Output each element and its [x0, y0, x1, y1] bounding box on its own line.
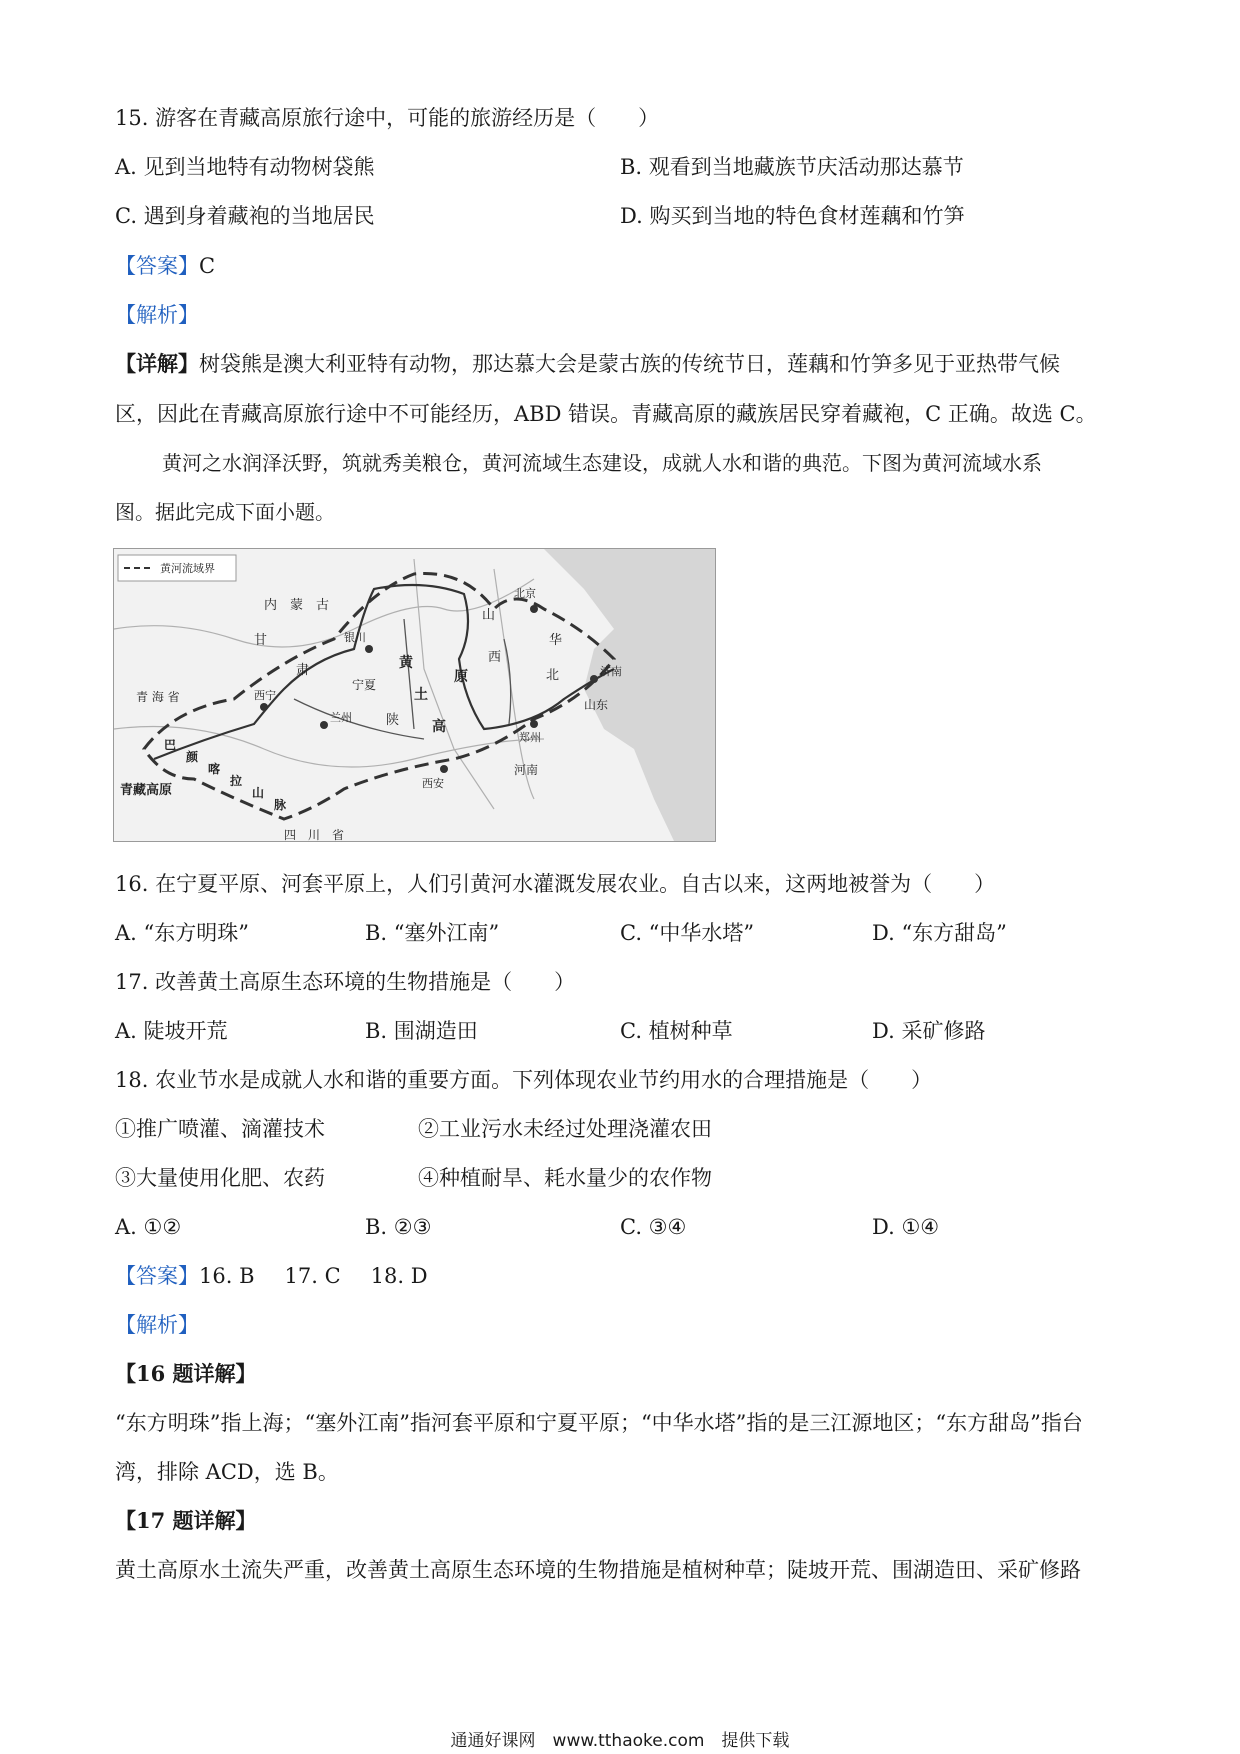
label-shan2: 山 [252, 786, 265, 800]
label-la: 拉 [230, 774, 243, 788]
q15-option-a: A. 见到当地特有动物树袋熊 [115, 155, 375, 179]
answer-16: 16. B [199, 1264, 255, 1288]
label-bei: 北 [546, 668, 560, 683]
label-sichuan: 四 川 省 [284, 828, 345, 841]
q17-option-d: D. 采矿修路 [872, 1019, 986, 1043]
label-qinghai: 青 海 省 [136, 690, 180, 704]
q16-option-b: B. “塞外江南” [365, 921, 500, 945]
legend-label: 黄河流域界 [160, 562, 215, 575]
q16-option-d: D. “东方甜岛” [872, 921, 1007, 945]
city-dot-beijing [530, 605, 538, 613]
city-dot-xian [440, 765, 448, 773]
q18-item-4: ④种植耐旱、耗水量少的农作物 [418, 1166, 712, 1190]
q18-option-c: C. ③④ [620, 1215, 687, 1239]
city-dot-lanzhou [320, 721, 328, 729]
tributary [294, 699, 424, 739]
label-ba: 巴 [164, 738, 177, 752]
city-dot-zhengzhou [530, 720, 538, 728]
label-xian: 西安 [422, 777, 444, 790]
q16-stem: 16. 在宁夏平原、河套平原上，人们引黄河水灌溉发展农业。自古以来，这两地被誉为（ ） [115, 872, 996, 896]
answer-17: 17. C [284, 1264, 341, 1288]
q15-option-d: D. 购买到当地的特色食材莲藕和竹笋 [620, 204, 965, 228]
q15-detail-line2: 区，因此在青藏高原旅行途中不可能经历，ABD 错误。青藏高原的藏族居民穿着藏袍，C 正确。故选 C。 [115, 402, 1097, 426]
label-shan: 山 [482, 608, 496, 623]
q17-stem: 17. 改善黄土高原生态环境的生物措施是（ ） [115, 970, 576, 994]
label-huang: 黄 [399, 655, 413, 671]
label-yan: 颜 [186, 750, 199, 764]
intro-line2: 图。据此完成下面小题。 [115, 500, 335, 524]
q18-item-3: ③大量使用化肥、农药 [115, 1166, 325, 1190]
label-mai: 脉 [274, 798, 287, 812]
q15-option-c: C. 遇到身着藏袍的当地居民 [115, 204, 375, 228]
label-lanzhou: 兰州 [330, 711, 352, 724]
q18-option-d: D. ①④ [872, 1215, 940, 1239]
label-gao: 高 [432, 719, 446, 735]
province-border [114, 579, 534, 647]
d17-line1: 黄土高原水土流失严重，改善黄土高原生态环境的生物措施是植树种草；陡坡开荒、围湖造田、采矿修路 [115, 1558, 1081, 1582]
answer-18: 18. D [370, 1264, 428, 1288]
city-dot-yinchuan [365, 645, 373, 653]
city-dot-xining [260, 703, 268, 711]
label-neimeng: 内 蒙 古 [264, 598, 330, 613]
detail-text: 树袋熊是澳大利亚特有动物，那达慕大会是蒙古族的传统节日，莲藕和竹笋多见于亚热带气候 [199, 352, 1060, 376]
city-dot-jinan [590, 675, 598, 683]
label-tu: 土 [414, 687, 428, 703]
label-xi: 西 [488, 650, 502, 665]
q17-option-a: A. 陡坡开荒 [115, 1019, 228, 1043]
q15-stem: 15. 游客在青藏高原旅行途中，可能的旅游经历是（ ） [115, 106, 660, 130]
q18-item-2: ②工业污水未经过处理浇灌农田 [418, 1117, 712, 1141]
q17-option-b: B. 围湖造田 [365, 1019, 478, 1043]
label-ka: 喀 [208, 762, 221, 776]
detail-tag: 【详解】 [115, 351, 199, 376]
label-shandong: 山东 [584, 698, 609, 712]
label-shaanxi: 陕 [386, 713, 400, 728]
basin-boundary [144, 573, 614, 819]
answer-tag: 【答案】 [115, 1264, 199, 1288]
label-zhengzhou: 郑州 [519, 731, 541, 744]
label-yuan: 原 [454, 669, 468, 685]
label-gan: 甘 [254, 633, 268, 648]
map-drawing [114, 549, 715, 841]
intro-line1: 黄河之水润泽沃野，筑就秀美粮仓，黄河流域生态建设，成就人水和谐的典范。下图为黄河流域水系 [162, 451, 1042, 475]
label-beijing: 北京 [514, 587, 536, 600]
q16-option-a: A. “东方明珠” [115, 921, 249, 945]
answer-tag: 【答案】 [115, 254, 199, 278]
answer-value: C [199, 254, 216, 278]
label-su: 肃 [296, 663, 310, 678]
q18-item-1: ①推广喷灌、滴灌技术 [115, 1117, 325, 1141]
q16-option-c: C. “中华水塔” [620, 921, 755, 945]
label-ningxia: 宁夏 [352, 678, 377, 692]
analysis-tag-2: 【解析】 [115, 1313, 199, 1337]
q15-analysis-tag: 【解析】 [115, 303, 199, 327]
province-border [114, 727, 544, 768]
page-footer: 通通好课网 www.tthaoke.com 提供下载 [450, 1731, 790, 1751]
q18-option-b: B. ②③ [365, 1215, 432, 1239]
q15-detail-line1 [115, 350, 1060, 378]
d17-tag: 【17 题详解】 [115, 1508, 257, 1533]
label-xining: 西宁 [254, 689, 276, 702]
q17-option-c: C. 植树种草 [620, 1019, 733, 1043]
d16-tag: 【16 题详解】 [115, 1361, 257, 1386]
d16-line2: 湾，排除 ACD，选 B。 [115, 1460, 339, 1484]
q15-option-b: B. 观看到当地藏族节庆活动那达慕节 [620, 155, 964, 179]
d16-line1: “东方明珠”指上海；“塞外江南”指河套平原和宁夏平原；“中华水塔”指的是三江源地区；“东方甜岛”指台 [115, 1411, 1083, 1435]
q18-option-a: A. ①② [115, 1215, 182, 1239]
label-jinan: 济南 [600, 665, 622, 678]
label-yinchuan: 银川 [344, 631, 366, 644]
tributary [404, 619, 414, 729]
q15-answer [115, 252, 215, 280]
yellow-river-map [113, 548, 716, 842]
label-henan: 河南 [514, 763, 539, 777]
answers-16-18 [115, 1262, 428, 1290]
label-hua: 华 [549, 633, 563, 648]
label-qingzang: 青藏高原 [120, 783, 173, 798]
q18-stem: 18. 农业节水是成就人水和谐的重要方面。下列体现农业节约用水的合理措施是（ ） [115, 1068, 933, 1092]
